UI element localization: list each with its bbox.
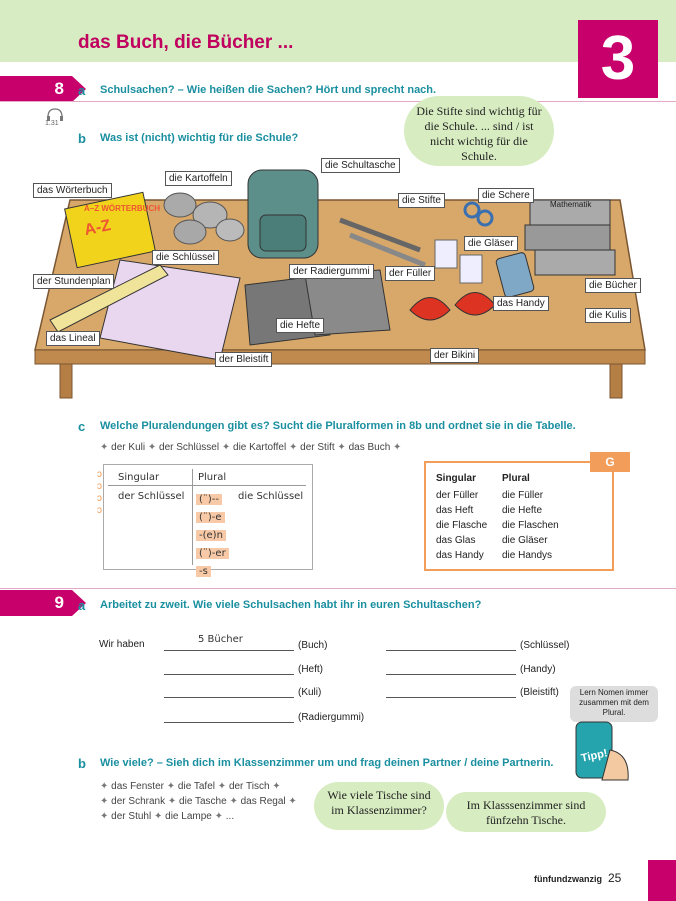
word-list-8c: ✦ der Kuli ✦ der Schlüssel ✦ die Kartoffel ✦ der Stift ✦ das Buch ✦ bbox=[100, 442, 402, 453]
word: die Tafel bbox=[177, 781, 215, 792]
label-bleistift: der Bleistift bbox=[215, 352, 272, 367]
answer-line[interactable] bbox=[164, 722, 294, 723]
word: der Stuhl bbox=[111, 811, 152, 822]
grammar-singular-col bbox=[436, 488, 487, 563]
instruction-8b: Was ist (nicht) wichtig für die Schule? bbox=[100, 132, 299, 144]
grammar-cell: die Flasche bbox=[436, 520, 488, 531]
sub-letter-a: a bbox=[78, 598, 86, 613]
page-title: das Buch, die Bücher ... bbox=[78, 32, 294, 53]
tipp-label: Tipp! bbox=[580, 747, 609, 765]
lead-text: Wir haben bbox=[99, 639, 145, 650]
instruction-8a: Schulsachen? – Wie heißen die Sachen? Hört und sprecht nach. bbox=[100, 84, 437, 96]
audio-track: 1.31 bbox=[45, 120, 59, 127]
word: die Lampe bbox=[165, 811, 212, 822]
answer-line[interactable] bbox=[386, 697, 516, 698]
grammar-cell: das Glas bbox=[436, 535, 476, 546]
grammar-cell: das Heft bbox=[436, 505, 474, 516]
label-kulis: die Kulis bbox=[585, 308, 631, 323]
grammar-plural-col bbox=[502, 488, 559, 563]
word: der Stift bbox=[300, 442, 335, 453]
sub-letter-b: b bbox=[78, 131, 86, 146]
header-divider bbox=[108, 485, 306, 486]
label-hefte: die Hefte bbox=[276, 318, 324, 333]
ending-list bbox=[196, 489, 236, 579]
grammar-cell: die Füller bbox=[502, 490, 544, 501]
label-handy: das Handy bbox=[493, 296, 549, 311]
ending: -(e)n bbox=[196, 530, 226, 541]
spiral-binding: ɔ ɔ ɔ ɔ bbox=[97, 469, 102, 516]
grammar-cell: der Füller bbox=[436, 490, 479, 501]
exercise-number: 8 bbox=[54, 79, 64, 98]
grammar-box bbox=[424, 461, 614, 571]
label-schultasche: die Schultasche bbox=[321, 158, 400, 173]
col-plural: Plural bbox=[198, 472, 227, 483]
label-stundenplan: der Stundenplan bbox=[33, 274, 114, 289]
ending: (¨)-er bbox=[196, 548, 229, 559]
speech-bubble-answer: Im Klasssenzimmer sind fünfzehn Tische. bbox=[446, 792, 606, 832]
word: das Fenster bbox=[111, 781, 164, 792]
sub-letter-b: b bbox=[78, 756, 86, 771]
corner-tab bbox=[648, 860, 676, 901]
answer-line[interactable] bbox=[386, 650, 516, 651]
singular-example[interactable]: der Schlüssel bbox=[118, 491, 185, 502]
word: der Kuli bbox=[111, 442, 146, 453]
grammar-head-plural: Plural bbox=[502, 473, 530, 484]
divider bbox=[0, 101, 676, 102]
label-kartoffeln: die Kartoffeln bbox=[165, 171, 232, 186]
word-list-9b: ✦ das Fenster ✦ die Tafel ✦ der Tisch ✦ ✦ der Schrank ✦ die Tasche ✦ das Regal ✦ ✦ der Stuhl ✦ die Lampe ✦ ... bbox=[100, 781, 297, 822]
answer-line[interactable] bbox=[164, 650, 294, 651]
filled-answer: 5 Bücher bbox=[198, 634, 243, 645]
tipp-note: Lern Nomen immer zusammen mit dem Plural. bbox=[570, 686, 658, 722]
dictionary-cover: A–Z WÖRTERBUCH bbox=[84, 204, 160, 213]
instruction-9a: Arbeitet zu zweit. Wie viele Schulsachen habt ihr in euren Schultaschen? bbox=[100, 599, 482, 611]
grammar-cell: das Handy bbox=[436, 550, 484, 561]
label-woerterbuch: das Wörterbuch bbox=[33, 183, 112, 198]
word: der Schlüssel bbox=[159, 442, 220, 453]
grammar-tab: G bbox=[590, 452, 630, 472]
sub-letter-a: a bbox=[78, 83, 86, 98]
word: die Kartoffel bbox=[233, 442, 287, 453]
word: der Tisch bbox=[228, 781, 270, 792]
exercise-8-tab bbox=[0, 76, 72, 102]
label-schluessel: die Schlüssel bbox=[152, 250, 219, 265]
blank-label: (Heft) bbox=[298, 664, 323, 675]
page-word: fünfundzwanzig bbox=[534, 874, 602, 884]
exercise-number: 9 bbox=[54, 593, 64, 612]
blank-label: (Radiergummi) bbox=[298, 712, 365, 723]
divider bbox=[0, 588, 676, 589]
word: die Tasche bbox=[179, 796, 227, 807]
label-glaeser: die Gläser bbox=[464, 236, 518, 251]
ending: (¨)-e bbox=[196, 512, 225, 523]
column-divider bbox=[192, 469, 193, 565]
label-lineal: das Lineal bbox=[46, 331, 100, 346]
speech-bubble-8b: Die Stifte sind wichtig für die Schule. ... sind / ist nicht wichtig für die Schule. bbox=[404, 96, 554, 166]
speech-bubble-question: Wie viele Tische sind im Klassenzimmer? bbox=[314, 782, 444, 830]
grammar-cell: die Gläser bbox=[502, 535, 548, 546]
label-schere: die Schere bbox=[478, 188, 534, 203]
page-number: 25 bbox=[608, 871, 622, 885]
plural-example[interactable]: die Schlüssel bbox=[238, 491, 304, 502]
plural-table bbox=[97, 464, 313, 577]
sub-letter-c: c bbox=[78, 419, 86, 434]
svg-text:A-Z: A-Z bbox=[82, 216, 113, 240]
word: das Regal bbox=[240, 796, 286, 807]
col-singular: Singular bbox=[118, 472, 160, 483]
exercise-9-tab bbox=[0, 590, 72, 616]
label-stifte: die Stifte bbox=[398, 193, 445, 208]
word: ... bbox=[225, 811, 235, 822]
ending: (¨)-- bbox=[196, 494, 222, 505]
answer-line[interactable] bbox=[164, 674, 294, 675]
word: der Schrank bbox=[111, 796, 166, 807]
label-fueller: der Füller bbox=[385, 266, 435, 281]
blank-label: (Schlüssel) bbox=[520, 640, 570, 651]
label-radiergummi: der Radiergummi bbox=[289, 264, 374, 279]
answer-line[interactable] bbox=[164, 697, 294, 698]
instruction-9b: Wie viele? – Sieh dich im Klassenzimmer um und frag deinen Partner / deine Partnerin. bbox=[100, 757, 554, 769]
ending: -s bbox=[196, 566, 211, 577]
blank-label: (Handy) bbox=[520, 664, 556, 675]
grammar-cell: die Hefte bbox=[502, 505, 543, 516]
unit-number-tab: 3 bbox=[578, 20, 658, 98]
math-book-label: Mathematik bbox=[550, 200, 592, 209]
blank-label: (Kuli) bbox=[298, 687, 322, 698]
answer-line[interactable] bbox=[386, 674, 516, 675]
grammar-cell: die Handys bbox=[502, 550, 553, 561]
word: das Buch bbox=[348, 442, 391, 453]
blank-label: (Bleistift) bbox=[520, 687, 559, 698]
grammar-head-singular: Singular bbox=[436, 473, 477, 484]
grammar-cell: die Flaschen bbox=[502, 520, 559, 531]
instruction-8c: Welche Pluralendungen gibt es? Sucht die Pluralformen in 8b und ordnet sie in die Tabelle. bbox=[100, 420, 576, 432]
blank-label: (Buch) bbox=[298, 640, 328, 651]
label-buecher: die Bücher bbox=[585, 278, 641, 293]
desk-illustration bbox=[30, 160, 650, 400]
label-bikini: der Bikini bbox=[430, 348, 479, 363]
